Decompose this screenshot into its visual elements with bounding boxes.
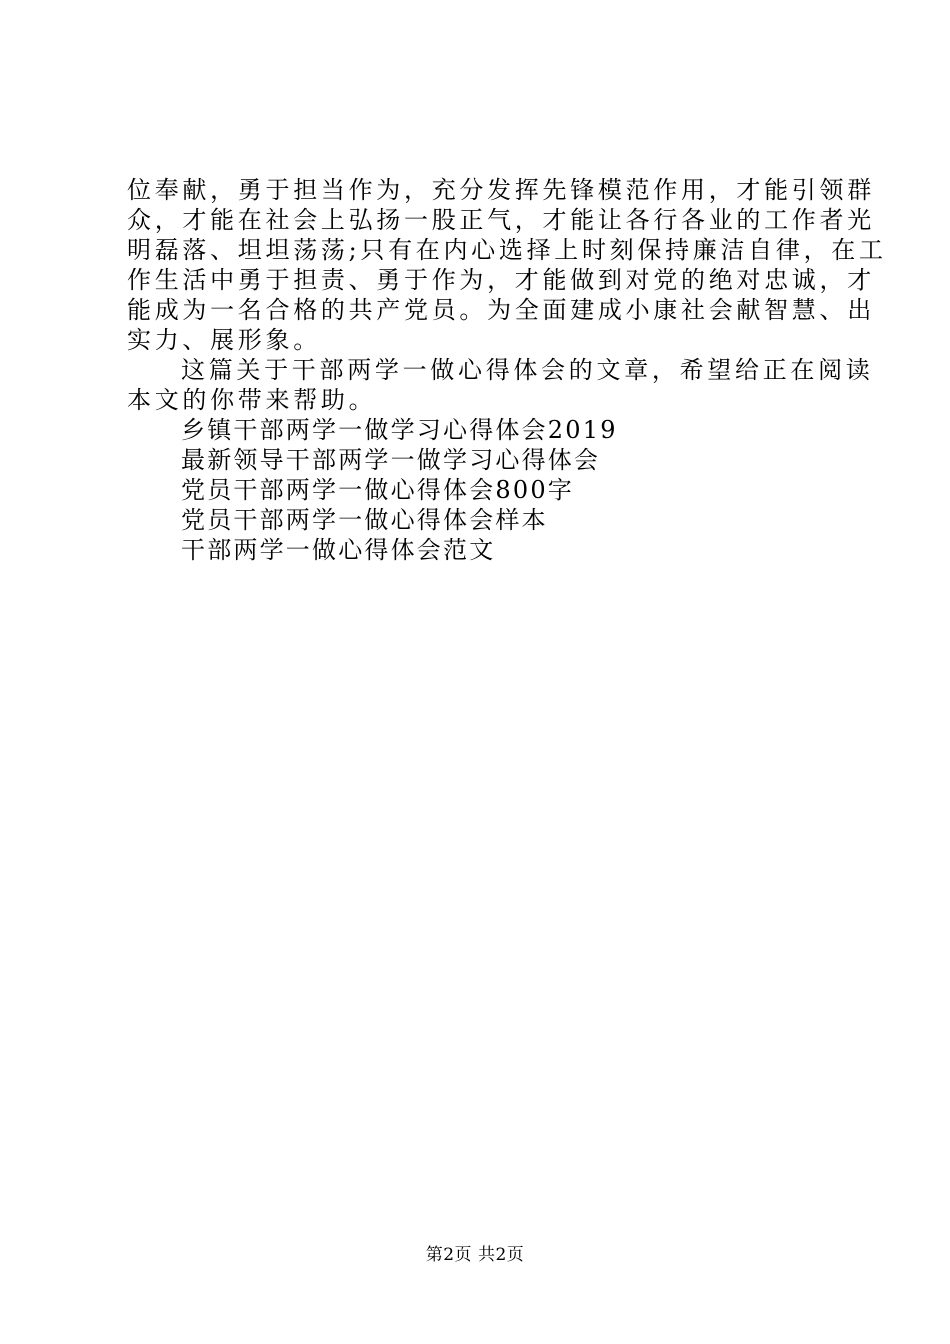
related-article-link[interactable]: 党员干部两学一做心得体会样本 [181,506,548,534]
related-article-link[interactable]: 乡镇干部两学一做学习心得体会2019 [181,416,618,444]
page-number-footer: 第2页 共2页 [425,1245,525,1265]
paragraph-line: 能成为一名合格的共产党员。为全面建成小康社会献智慧、出 [127,296,875,324]
related-article-link[interactable]: 干部两学一做心得体会范文 [181,536,496,564]
related-article-link[interactable]: 最新领导干部两学一做学习心得体会 [181,446,601,474]
paragraph-line: 作生活中勇于担责、勇于作为，才能做到对党的绝对忠诚，才 [127,266,875,294]
paragraph-line: 实力、展形象。 [127,326,321,354]
paragraph-line: 位奉献，勇于担当作为，充分发挥先锋模范作用，才能引领群 [127,176,875,204]
paragraph-line: 众，才能在社会上弘扬一股正气，才能让各行各业的工作者光 [127,206,875,234]
paragraph-line: 本文的你带来帮助。 [127,386,377,414]
document-body [127,175,887,565]
paragraph-line: 明磊落、坦坦荡荡;只有在内心选择上时刻保持廉洁自律，在工 [127,236,887,264]
paragraph-line: 这篇关于干部两学一做心得体会的文章，希望给正在阅读 [181,356,874,384]
related-article-link[interactable]: 党员干部两学一做心得体会800字 [181,476,575,504]
